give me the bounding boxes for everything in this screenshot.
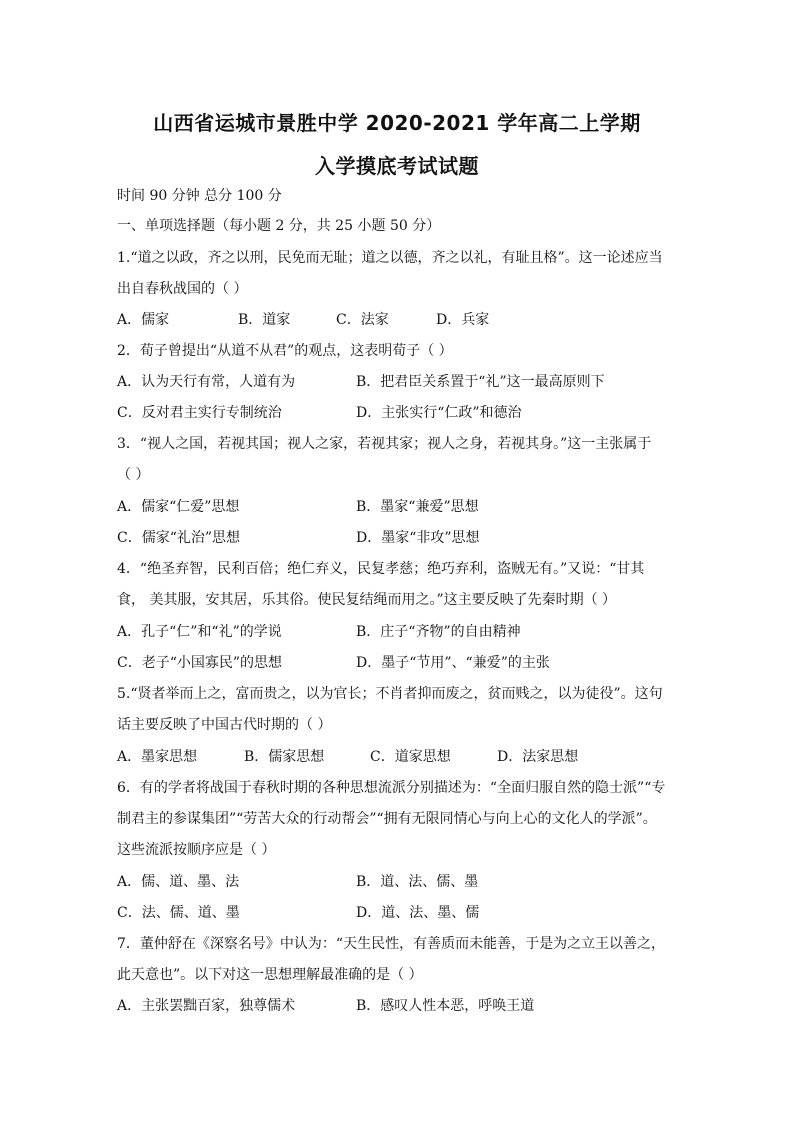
question-4-option-c: C．老子“小国寡民”的思想	[117, 655, 283, 671]
question-4-stem-line2: 食， 美其服，安其居，乐其俗。使民复结绳而用之。”这主要反映了先秦时期（ ）	[117, 592, 617, 608]
question-6-stem-line1: 6．有的学者将战国于春秋时期的各种思想流派分别描述为：“全面归服自然的隐士派”“专	[117, 780, 666, 796]
question-3-option-b: B．墨家“兼爱”思想	[356, 499, 479, 515]
question-3-stem-line2: （ ）	[117, 467, 150, 483]
question-6-stem-line2: 制君主的参谋集团”“劳苦大众的行动帮会”“拥有无限同情心与向上心的文化人的学派”。	[117, 811, 657, 827]
question-6-option-a: A．儒、道、墨、法	[117, 874, 240, 890]
question-7-option-a: A．主张罢黜百家，独尊儒术	[117, 998, 296, 1014]
question-6-option-b: B．道、法、儒、墨	[356, 874, 479, 890]
question-7-stem-line2: 此天意也”。以下对这一思想理解最准确的是（ ）	[117, 967, 423, 983]
question-2-option-a: A．认为天行有常，人道有为	[117, 374, 296, 390]
question-4-stem-line1: 4．“绝圣弃智，民利百倍；绝仁弃义，民复孝慈；绝巧弃利，盗贼无有。”又说：“甘其	[117, 561, 645, 577]
question-5-option-c: C．道家思想	[370, 749, 451, 765]
exam-title-line1: 山西省运城市景胜中学 2020-2021 学年高二上学期	[153, 111, 641, 135]
exam-title-line2: 入学摸底考试试题	[315, 154, 479, 178]
question-3-option-a: A．儒家“仁爱”思想	[117, 499, 240, 515]
question-5-option-d: D．法家思想	[497, 749, 579, 765]
question-1-stem-line2: 出自春秋战国的（ ）	[117, 281, 248, 297]
question-3-option-c: C．儒家“礼治”思想	[117, 530, 241, 546]
question-4-option-a: A．孔子“仁”和“礼”的学说	[117, 624, 282, 640]
question-5-option-a: A．墨家思想	[117, 749, 198, 765]
question-7-option-b: B．感叹人性本恶，呼唤王道	[356, 998, 535, 1014]
question-3-stem-line1: 3．“视人之国，若视其国；视人之家，若视其家；视人之身，若视其身。”这一主张属于	[117, 436, 652, 452]
question-6-option-c: C．法、儒、道、墨	[117, 905, 240, 921]
question-1-option-b: B．道家	[238, 312, 291, 328]
question-1-option-a: A．儒家	[117, 312, 170, 328]
question-2-option-b: B．把君臣关系置于“礼”这一最高原则下	[356, 374, 605, 390]
question-1-option-c: C．法家	[336, 312, 389, 328]
question-2-option-d: D．主张实行“仁政”和德治	[356, 405, 522, 421]
question-2-stem-line1: 2．荀子曾提出“从道不从君”的观点，这表明荀子（ ）	[117, 343, 453, 359]
section-heading: 一、单项选择题（每小题 2 分，共 25 小题 50 分）	[117, 218, 441, 234]
question-6-stem-line3: 这些流派按顺序应是（ ）	[117, 842, 276, 858]
question-5-stem-line1: 5.“贤者举而上之，富而贵之，以为官长；不肖者抑而废之，贫而贱之，以为徒役”。这句	[117, 686, 663, 702]
exam-time-score: 时间 90 分钟 总分 100 分	[117, 188, 282, 204]
question-1-stem-line1: 1.“道之以政，齐之以刑，民免而无耻；道之以德，齐之以礼，有耻且格”。这一论述应当	[117, 250, 663, 266]
question-4-option-b: B．庄子“齐物”的自由精神	[356, 624, 521, 640]
question-3-option-d: D．墨家“非攻”思想	[356, 530, 480, 546]
question-5-option-b: B．儒家思想	[244, 749, 325, 765]
question-1-option-d: D．兵家	[436, 312, 490, 328]
question-5-stem-line2: 话主要反映了中国古代时期的（ ）	[117, 717, 332, 733]
question-6-option-d: D．道、法、墨、儒	[356, 905, 480, 921]
question-2-option-c: C．反对君主实行专制统治	[117, 405, 282, 421]
question-7-stem-line1: 7．董仲舒在《深察名号》中认为：“天生民性，有善质而未能善，于是为之立王以善之，	[117, 936, 666, 952]
question-4-option-d: D．墨子“节用”、“兼爱”的主张	[356, 655, 550, 671]
